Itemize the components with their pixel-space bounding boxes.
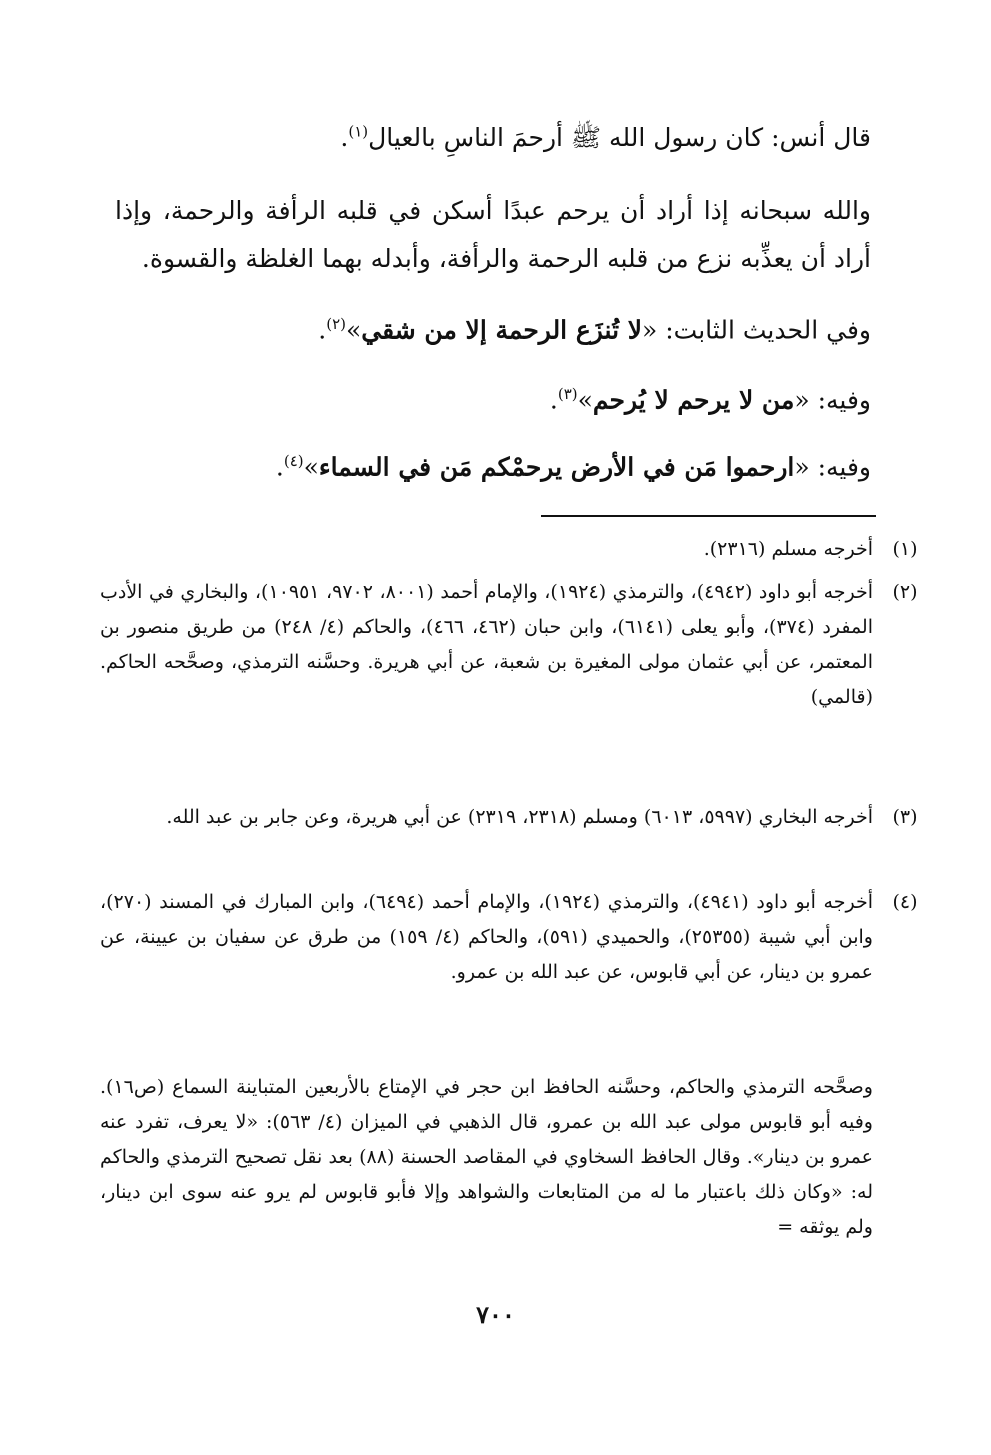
footnote-number: (١) [892,538,918,560]
quote-close: » [303,452,319,482]
footnote-ref-1[interactable]: (١) [348,122,369,141]
hadith-quote: من لا يرحم لا يُرحم [592,385,795,415]
main-line-hadith-3 [115,452,871,481]
line-text: قال أنس: كان رسول الله ﷺ أرحمَ الناسِ بالعيال [368,123,871,152]
hadith-prefix: وفيه: « [794,385,871,415]
footnote-text: أخرجه أبو داود (٤٩٤٢)، والترمذي (١٩٢٤)، والإمام أحمد (٨٠٠١، ٩٧٠٢، ١٠٩٥١)، والبخاري في الأدب المفرد (٣٧٤)، وأبو يعلى (٦١٤١)، وابن حبان (٤٦٢، ٤٦٦)، والحاكم (٤/ ٢٤٨) من طريق منصور بن المعتمر، عن أبي عثمان مولى المغيرة بن شعبة، عن أبي هريرة. وحسَّنه الترمذي، وصحَّحه الحاكم. (قالمي) [100,581,874,708]
main-paragraph-mercy: والله سبحانه إذا أراد أن يرحم عبدًا أسكن في قلبه الرأفة والرحمة، وإذا أراد أن يعذِّبه نزع من قلبه الرحمة والرأفة، وأبدله بهما الغلظة والقسوة. [115,196,871,273]
footnote-number: (٤) [892,891,918,913]
footnote-1 [100,532,918,567]
footnote-4-continuation: وصحَّحه الترمذي والحاكم، وحسَّنه الحافظ ابن حجر في الإمتاع بالأربعين المتباينة السماع (ص١٦). وفيه أبو قابوس مولى عبد الله بن عمرو، قال الذهبي في الميزان (٤/ ٥٦٣): «لا يعرف، تفرد عنه عمرو بن دينار». وقال الحافظ السخاوي في المقاصد الحسنة (٨٨) بعد نقل تصحيح الترمذي والحاكم له: «وكان ذلك باعتبار ما له من المتابعات والشواهد وإلا فأبو قابوس لم يرو عنه سوى ابن دينار، ولم يوثقه = [100,1076,873,1238]
footnote-4 [100,885,918,990]
footnote-3 [100,800,918,835]
page-number: ٧٠٠ [476,1300,515,1329]
footnote-separator [541,515,876,517]
hadith-prefix: وفيه: « [794,452,871,482]
footnote-text: أخرجه مسلم (٢٣١٦). [703,538,873,560]
main-line-hadith-1 [115,315,871,344]
main-line-hadith-2 [115,385,871,414]
footnote-number: (٣) [892,806,918,828]
footnote-ref-2[interactable]: (٢) [326,315,346,333]
footnote-text: أخرجه أبو داود (٤٩٤١)، والترمذي (١٩٢٤)، والإمام أحمد (٦٤٩٤)، وابن المبارك في المسند (٢٧٠)، وابن أبي شيبة (٢٥٣٥٥)، والحميدي (٥٩١)، والحاكم (٤/ ١٥٩) من طرق عن سفيان بن عيينة، عن عمرو بن دينار، عن أبي قابوس، عن عبد الله بن عمرو. [100,891,873,983]
period: . [318,315,327,345]
footnote-ref-3[interactable]: (٣) [557,385,578,403]
quote-close: » [346,315,362,345]
hadith-quote: ارحموا مَن في الأرض يرحمْكم مَن في السماء [318,452,795,482]
footnote-text: أخرجه البخاري (٥٩٩٧، ٦٠١٣) ومسلم (٢٣١٨، ٢٣١٩) عن أبي هريرة، وعن جابر بن عبد الله. [166,806,873,828]
main-line-anas [115,122,871,159]
hadith-quote: لا تُنزَع الرحمة إلا من شقي [361,315,643,345]
period: . [340,123,349,152]
period: . [275,452,284,482]
footnote-2 [100,575,918,715]
footnote-number: (٢) [892,581,918,603]
quote-close: » [577,385,593,415]
period: . [549,385,558,415]
footnote-ref-4[interactable]: (٤) [283,452,304,470]
hadith-prefix: وفي الحديث الثابت: « [642,315,871,345]
